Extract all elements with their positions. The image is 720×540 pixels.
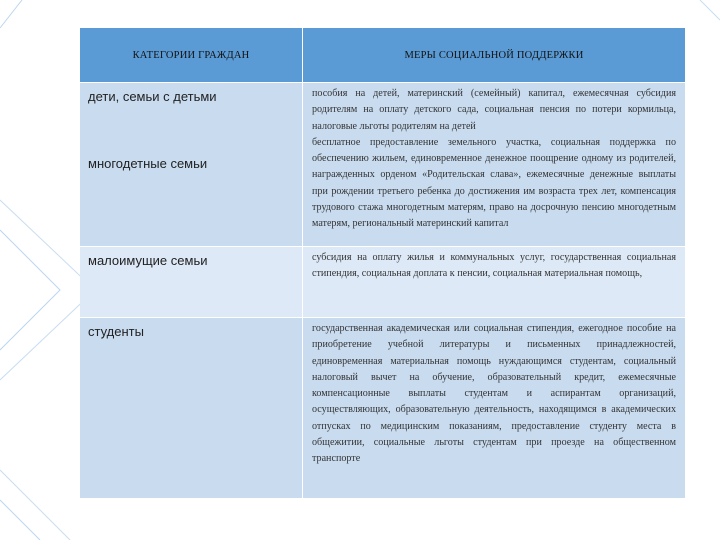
category-label: студенты [88, 324, 144, 339]
measures-text: пособия на детей, материнский (семейный) капитал, ежемесячная субсидия родителям на оплату детского сада, социальная пенсия по потери кормильца, налоговые льготы родителям на детей [312, 88, 676, 132]
header-categories: КАТЕГОРИИ ГРАЖДАН [80, 28, 303, 82]
measures-cell-low-income [303, 246, 685, 317]
measures-cell-families [303, 82, 685, 246]
category-cell-low-income [80, 246, 303, 317]
category-cell-families [80, 82, 303, 246]
category-label: дети, семьи с детьми [88, 89, 217, 104]
category-label: малоимущие семьи [88, 253, 208, 268]
header-measures: МЕРЫ СОЦИАЛЬНОЙ ПОДДЕРЖКИ [303, 28, 685, 82]
category-label: многодетные семьи [88, 156, 208, 171]
measures-cell-students [303, 317, 685, 498]
category-cell-students [80, 317, 303, 498]
measures-text: субсидия на оплату жилья и коммунальных услуг, государственная социальная стипендия, социальная доплата к пенсии, социальная материальная помощь, [312, 252, 676, 280]
measures-text: бесплатное предоставление земельного участка, социальная поддержка по обеспечению жильем, единовременное денежное поощрение одному из родителей, награжденных орденом «Родительская слава», ежемесячные денежные выплаты при рождении третьего ребенка до достижения им возраста трех лет, компенсация трудового стажа многодетным матерям, право на досрочную пенсию многодетным матерям, региональный материнский капитал [312, 136, 676, 230]
measures-text: государственная академическая или социальная стипендия, ежегодное пособие на приобретение учебной литературы и письменных принадлежностей, единовременная материальная помощь нуждающимся студентам, социальный налоговый вычет на обучение, образовательный кредит, ежемесячные компенсационные выплаты студентам и аспирантам организаций, осуществляющих, образовательную деятельность, находящимся в академических отпусках по медицинским показаниям, предоставление студенту места в общежитии, социальные льготы студентам при проезде на общественном транспорте [312, 323, 676, 465]
social-support-table [80, 28, 685, 498]
